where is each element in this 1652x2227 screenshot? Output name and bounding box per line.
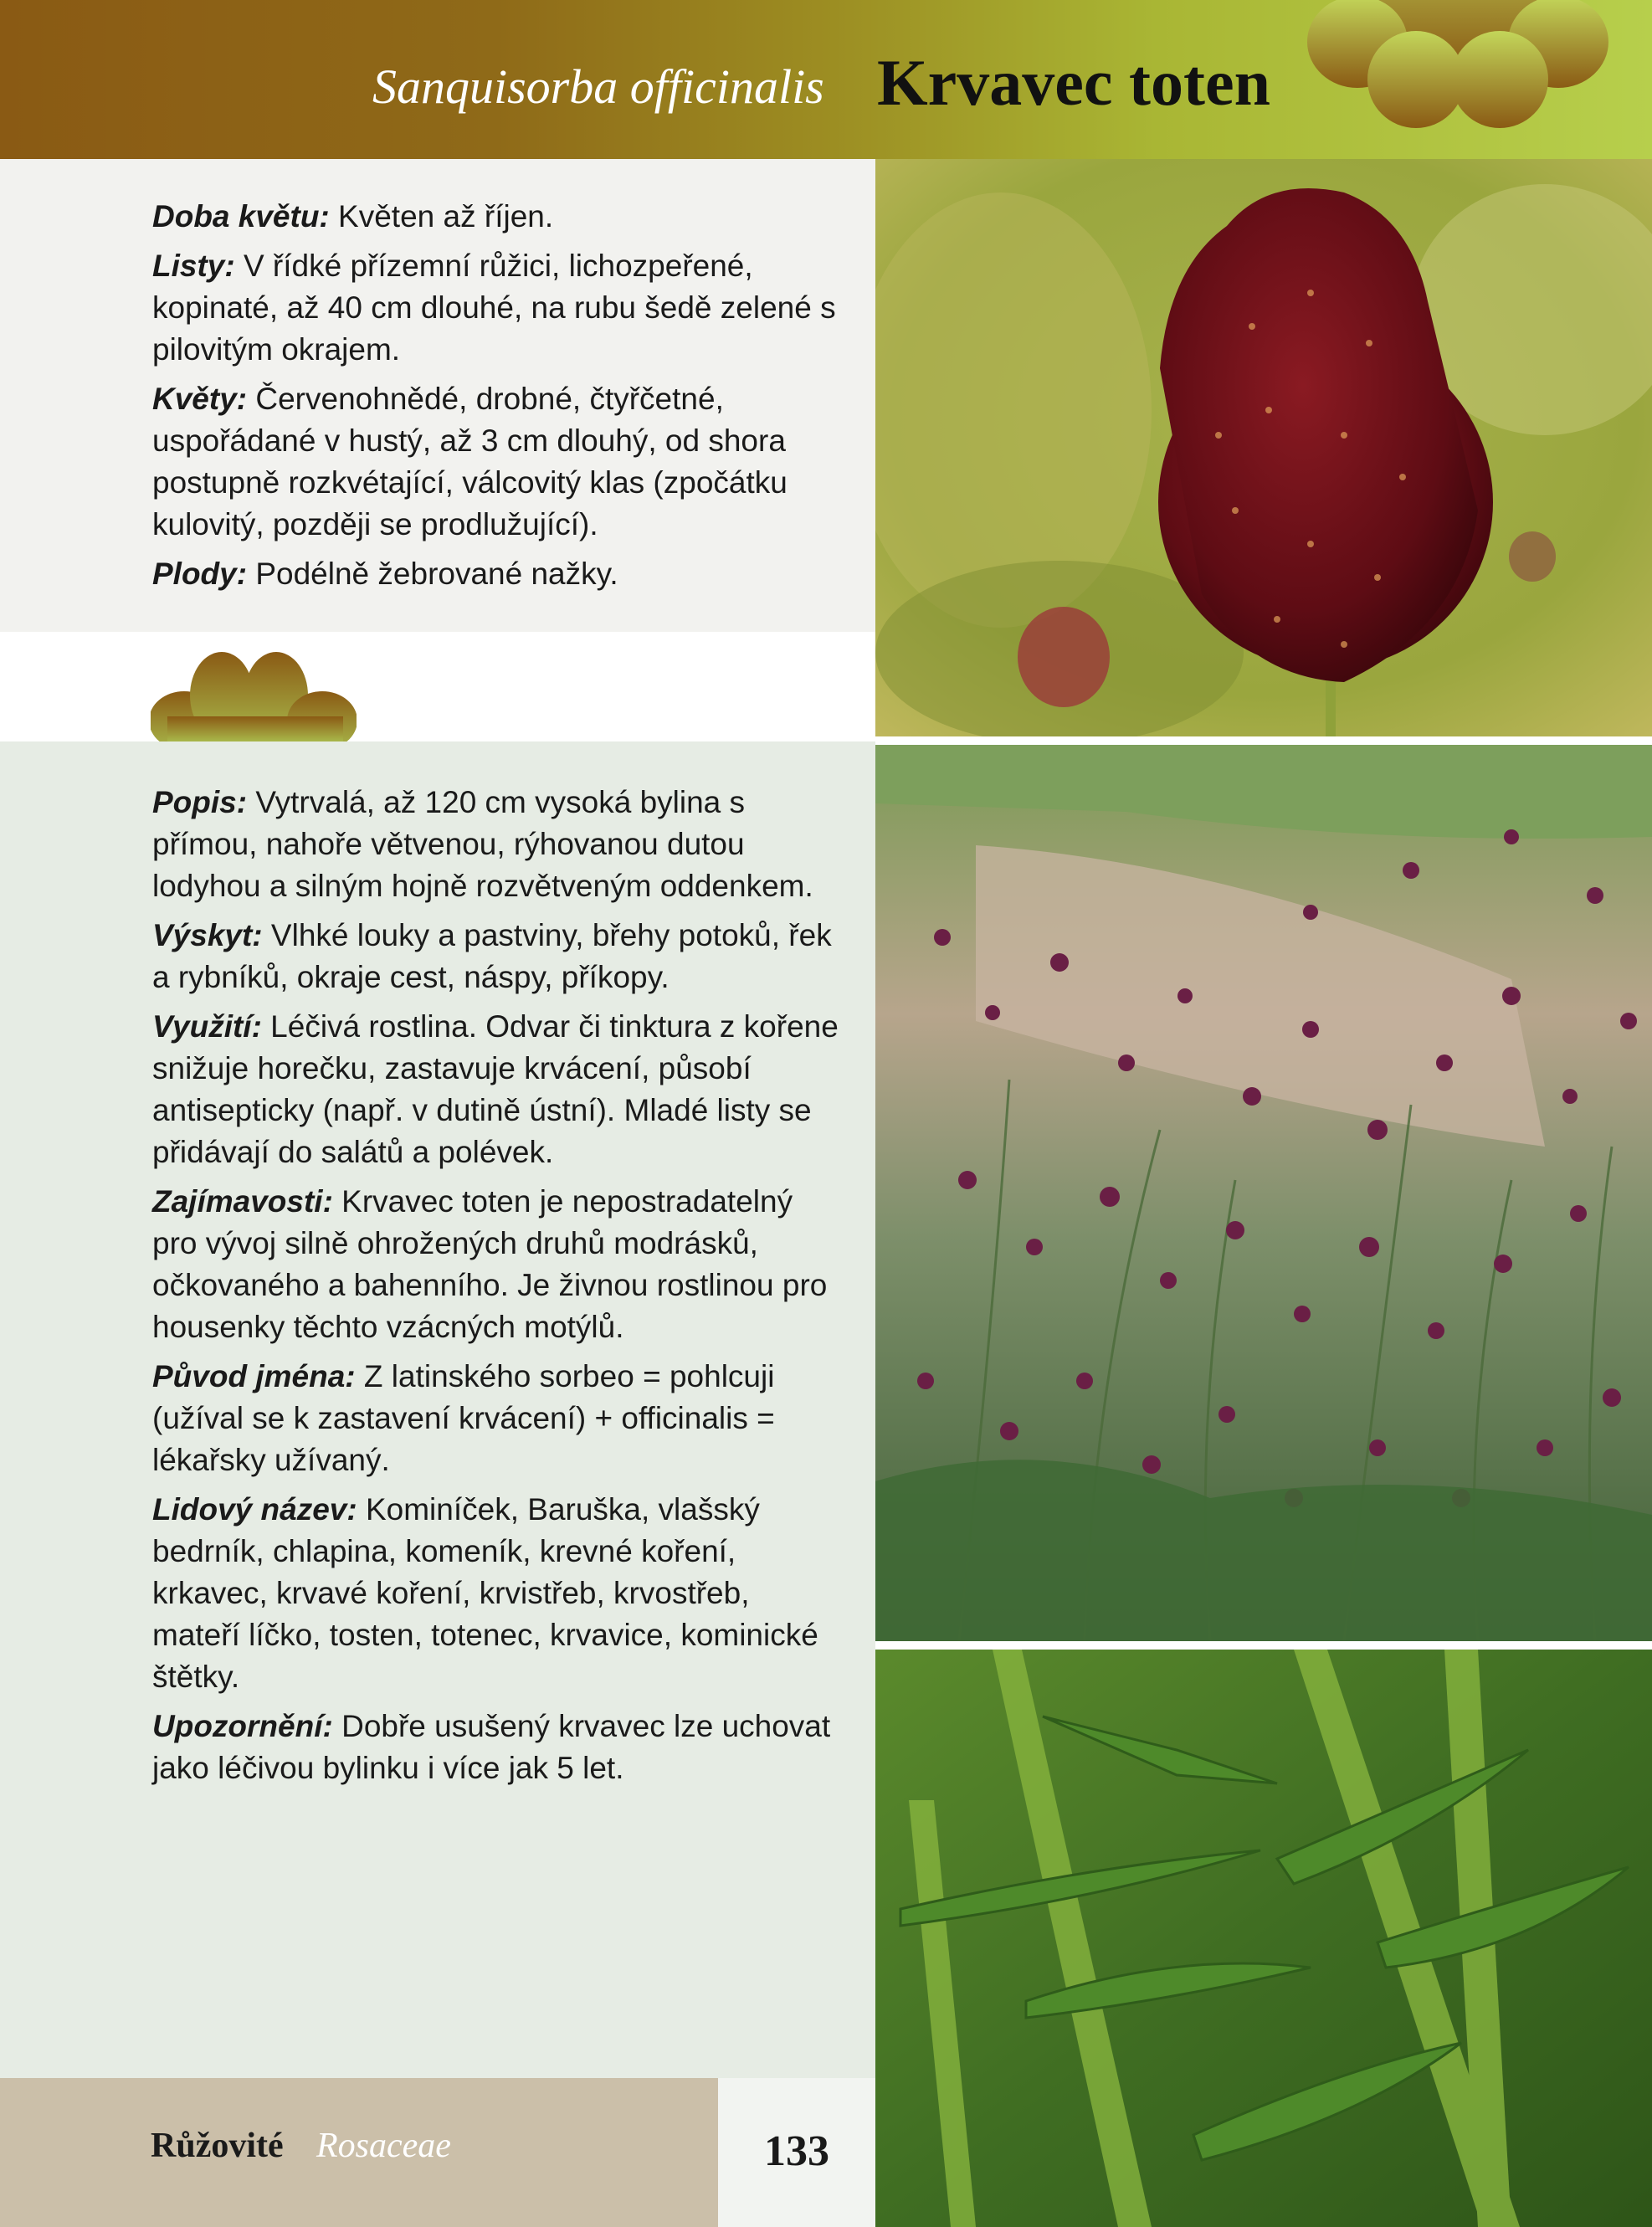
czech-species-name: Krvavec toten [877, 46, 1270, 119]
flower-decoration-icon [1307, 0, 1608, 134]
label: Listy: [152, 249, 235, 283]
page-number: 133 [764, 2127, 829, 2175]
paragraph-flowers [152, 378, 839, 546]
paragraph-name-origin [152, 1356, 839, 1481]
label: Zajímavosti: [152, 1184, 333, 1219]
meadow-plants-photo [875, 745, 1652, 1641]
paragraph-curiosities [152, 1181, 839, 1348]
paragraph-leaves [152, 245, 839, 371]
value: Krvavec toten je nepostradatelný pro vývoj silně ohrožených druhů modrásků, očkovaného a bahenního. Je živnou rostlinou pro housenky těchto vzácných motýlů. [152, 1184, 828, 1344]
family-czech-name: Růžovité [151, 2127, 284, 2165]
value: Vytrvalá, až 120 cm vysoká bylina s přímou, nahoře větvenou, rýhovanou dutou lodyhou a silným hojně rozvětveným oddenkem. [152, 785, 813, 903]
separator-band [0, 632, 875, 741]
label: Květy: [152, 382, 248, 416]
label: Původ jména: [152, 1359, 356, 1393]
paragraph-warning [152, 1706, 839, 1789]
label: Upozornění: [152, 1709, 333, 1743]
value: Léčivá rostlina. Odvar či tinktura z kořene snižuje horečku, zastavuje krvácení, působí antisepticky (např. v dutině ústní). Mladé listy se přidávají do salátů a polévek. [152, 1009, 839, 1169]
flower-head-closeup-photo [875, 159, 1652, 736]
paragraph-usage [152, 1006, 839, 1173]
page-header [0, 0, 1652, 159]
small-flower-icon [151, 649, 357, 741]
label: Popis: [152, 785, 248, 819]
value: Vlhké louky a pastviny, břehy potoků, řek a rybníků, okraje cest, náspy, příkopy. [152, 918, 832, 994]
value: Z latinského sorbeo = pohlcuji (užíval se k zastavení krvácení) + officinalis = lékařsky užívaný. [152, 1359, 775, 1477]
label: Výskyt: [152, 918, 263, 952]
description-text [152, 782, 839, 1797]
plant-family-footer [0, 2078, 718, 2227]
paragraph-fruits [152, 553, 839, 595]
value: Květen až říjen. [329, 199, 554, 233]
paragraph-description [152, 782, 839, 907]
value: Červenohnědé, drobné, čtyřčetné, uspořádané v hustý, až 3 cm dlouhý, od shora postupně rozkvétající, válcovitý klas (zpočátku kulovitý, později se prodlužující). [152, 382, 788, 541]
label: Lidový název: [152, 1492, 357, 1527]
label: Využití: [152, 1009, 262, 1044]
latin-species-name: Sanquisorba officinalis [372, 59, 824, 114]
characteristics-text [152, 196, 839, 603]
family-latin-name: Rosaceae [316, 2127, 451, 2165]
value: Kominíček, Baruška, vlašský bedrník, chlapina, komeník, krevné koření, krkavec, krvavé koření, krvistřeb, krvostřeb, mateří líčko, tosten, totenec, krvavice, kominické štětky. [152, 1492, 818, 1694]
label: Plody: [152, 557, 248, 591]
paragraph-flowering-time [152, 196, 839, 238]
value: Podélně žebrované nažky. [247, 557, 618, 591]
value: Dobře usušený krvavec lze uchovat jako léčivou bylinku i více jak 5 let. [152, 1709, 831, 1785]
page-number-box [718, 2078, 875, 2227]
paragraph-occurrence [152, 915, 839, 998]
label: Doba květu: [152, 199, 330, 233]
value: V řídké přízemní růžici, lichozpeřené, kopinaté, až 40 cm dlouhé, na rubu šedě zelené s pilovitým okrajem. [152, 249, 836, 367]
paragraph-folk-names [152, 1489, 839, 1698]
serrated-leaves-photo [875, 1650, 1652, 2227]
